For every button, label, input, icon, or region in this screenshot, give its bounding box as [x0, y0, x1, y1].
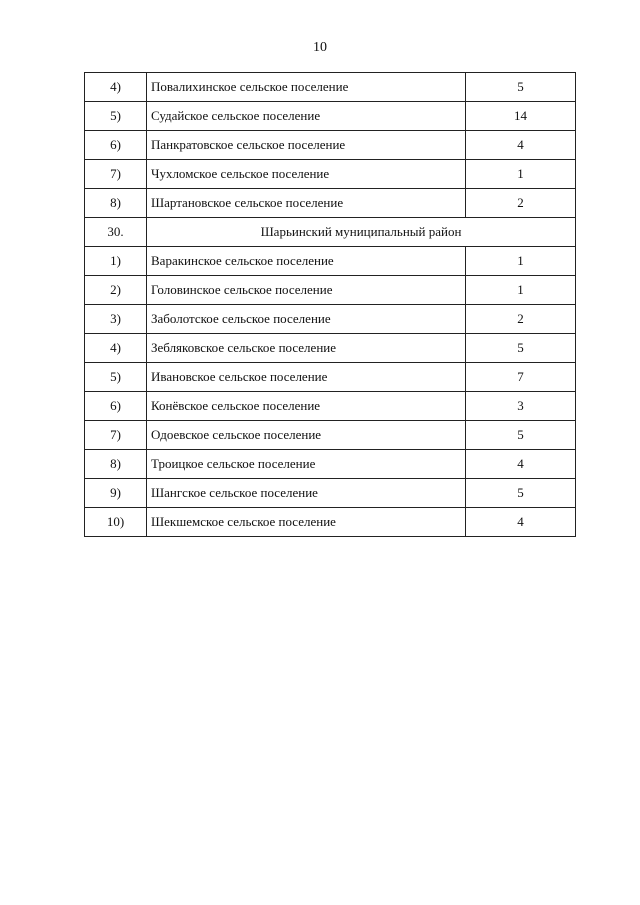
table-row: [85, 421, 576, 450]
table-row: [85, 102, 576, 131]
table-row: [85, 508, 576, 537]
row-number: 7): [85, 160, 147, 189]
settlement-value: 1: [466, 247, 576, 276]
table-row: [85, 247, 576, 276]
row-number: 10): [85, 508, 147, 537]
settlement-value: 7: [466, 363, 576, 392]
settlement-name: Чухломское сельское поселение: [147, 160, 466, 189]
settlement-value: 2: [466, 189, 576, 218]
row-number: 6): [85, 392, 147, 421]
table-row: [85, 131, 576, 160]
district-row: [85, 218, 576, 247]
page-number: 10: [313, 40, 327, 55]
row-number: 4): [85, 73, 147, 102]
table-row: [85, 479, 576, 508]
table-row: [85, 450, 576, 479]
settlement-name: Головинское сельское поселение: [147, 276, 466, 305]
settlement-name: Шекшемское сельское поселение: [147, 508, 466, 537]
settlements-table: [84, 72, 576, 537]
settlement-value: 5: [466, 334, 576, 363]
district-name: Шарьинский муниципальный район: [147, 218, 576, 247]
settlement-name: Шангское сельское поселение: [147, 479, 466, 508]
settlement-name: Ивановское сельское поселение: [147, 363, 466, 392]
settlement-name: Панкратовское сельское поселение: [147, 131, 466, 160]
row-number: 6): [85, 131, 147, 160]
settlement-name: Одоевское сельское поселение: [147, 421, 466, 450]
table-row: [85, 334, 576, 363]
settlement-value: 4: [466, 450, 576, 479]
table-row: [85, 73, 576, 102]
table-row: [85, 160, 576, 189]
settlement-value: 14: [466, 102, 576, 131]
row-number: 8): [85, 189, 147, 218]
settlement-name: Варакинское сельское поселение: [147, 247, 466, 276]
row-number: 4): [85, 334, 147, 363]
settlement-value: 2: [466, 305, 576, 334]
row-number: 1): [85, 247, 147, 276]
settlement-name: Зебляковское сельское поселение: [147, 334, 466, 363]
settlement-value: 4: [466, 508, 576, 537]
settlement-value: 1: [466, 160, 576, 189]
table-row: [85, 392, 576, 421]
settlement-value: 5: [466, 421, 576, 450]
row-number: 2): [85, 276, 147, 305]
row-number: 7): [85, 421, 147, 450]
settlement-value: 4: [466, 131, 576, 160]
settlement-name: Конёвское сельское поселение: [147, 392, 466, 421]
table-row: [85, 363, 576, 392]
settlement-value: 3: [466, 392, 576, 421]
table-row: [85, 305, 576, 334]
settlement-name: Повалихинское сельское поселение: [147, 73, 466, 102]
row-number: 5): [85, 102, 147, 131]
row-number: 9): [85, 479, 147, 508]
settlement-name: Судайское сельское поселение: [147, 102, 466, 131]
row-number: 3): [85, 305, 147, 334]
settlement-name: Заболотское сельское поселение: [147, 305, 466, 334]
row-number: 5): [85, 363, 147, 392]
table-row: [85, 189, 576, 218]
settlement-name: Троицкое сельское поселение: [147, 450, 466, 479]
settlement-name: Шартановское сельское поселение: [147, 189, 466, 218]
row-number: 8): [85, 450, 147, 479]
settlement-value: 5: [466, 479, 576, 508]
table-row: [85, 276, 576, 305]
settlement-value: 5: [466, 73, 576, 102]
settlement-value: 1: [466, 276, 576, 305]
district-number: 30.: [85, 218, 147, 247]
